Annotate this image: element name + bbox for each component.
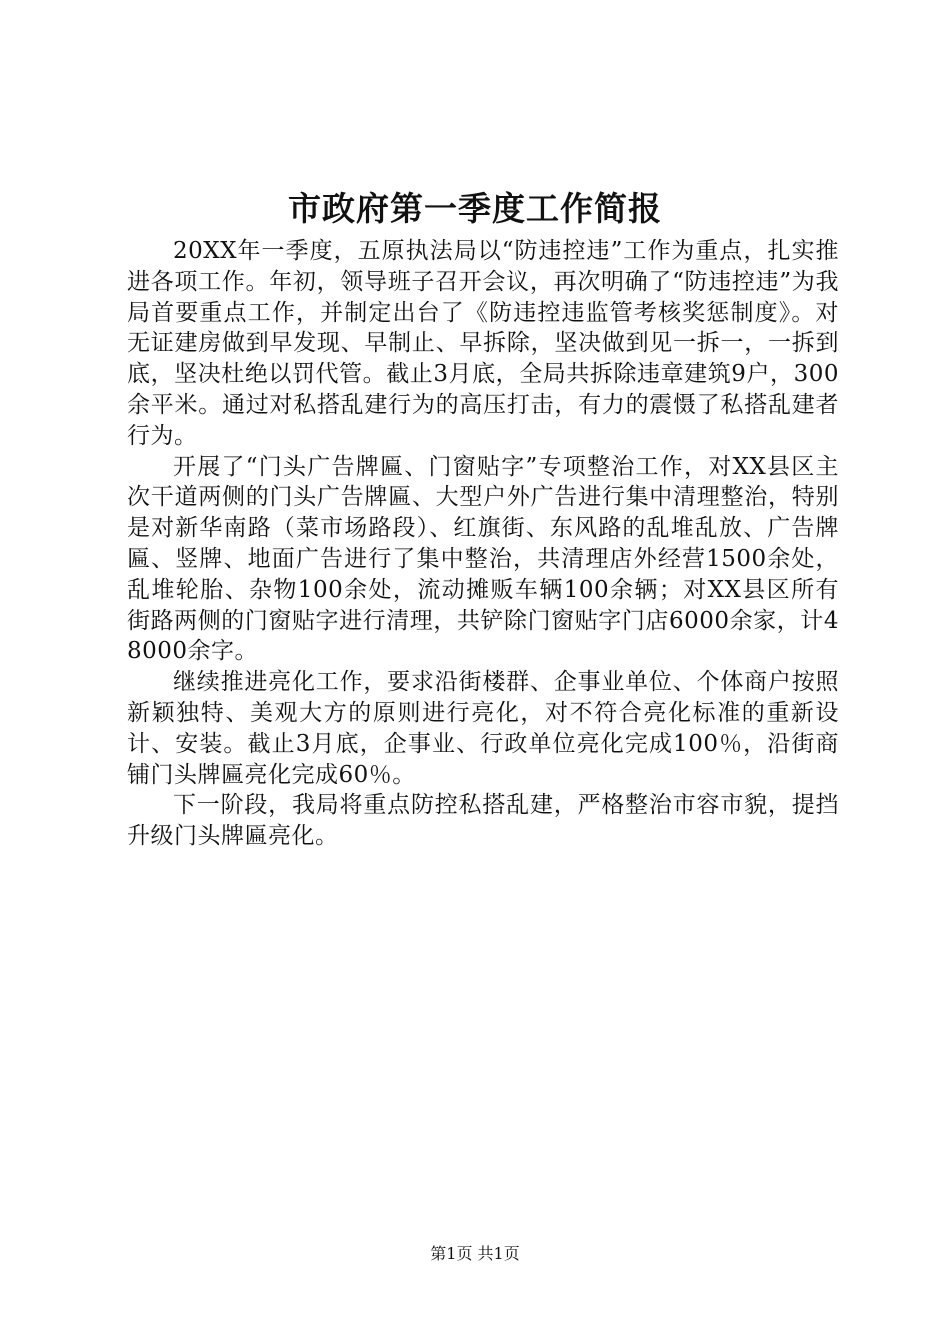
paragraph-signage-cleanup: 开展了“门头广告牌匾、门窗贴字”专项整治工作，对XX县区主次干道两侧的门头广告牌匾、大型户外广告进行集中清理整治，特别是对新华南路（菜市场路段）、红旗街、东风路的乱堆乱放、广告牌匾、竖牌、地面广告进行了集中整治，共清理店外经营1500余处，乱堆轮胎、杂物100余处，流动摊贩车辆100余辆；对XX县区所有街路两侧的门窗贴字进行清理，共铲除门窗贴字门店6000余家，计48000余字。 [127,453,839,665]
paragraph-enforcement: 20XX年一季度，五原执法局以“防违控违”工作为重点，扎实推进各项工作。年初，领导班子召开会议，再次明确了“防违控违”为我局首要重点工作，并制定出台了《防违控违监管考核奖惩制度》。对无证建房做到早发现、早制止、早拆除，坚决做到见一拆一，一拆到底，坚决杜绝以罚代管。截止3月底，全局共拆除违章建筑9户，300余平米。通过对私搭乱建行为的高压打击，有力的震慑了私搭乱建者行为。 [127,238,839,449]
paragraph-lighting: 继续推进亮化工作，要求沿街楼群、企事业单位、个体商户按照新颖独特、美观大方的原则进行亮化，对不符合亮化标准的重新设计、安装。截止3月底，企事业、行政单位亮化完成100％，沿街商铺门头牌匾亮化完成60％。 [127,669,839,788]
document-title: 市政府第一季度工作简报 [288,189,662,228]
page-number-footer: 第1页 共1页 [430,1244,520,1263]
document-body [127,236,839,852]
paragraph-next-stage: 下一阶段，我局将重点防控私搭乱建，严格整治市容市貌，提挡升级门头牌匾亮化。 [127,792,839,850]
